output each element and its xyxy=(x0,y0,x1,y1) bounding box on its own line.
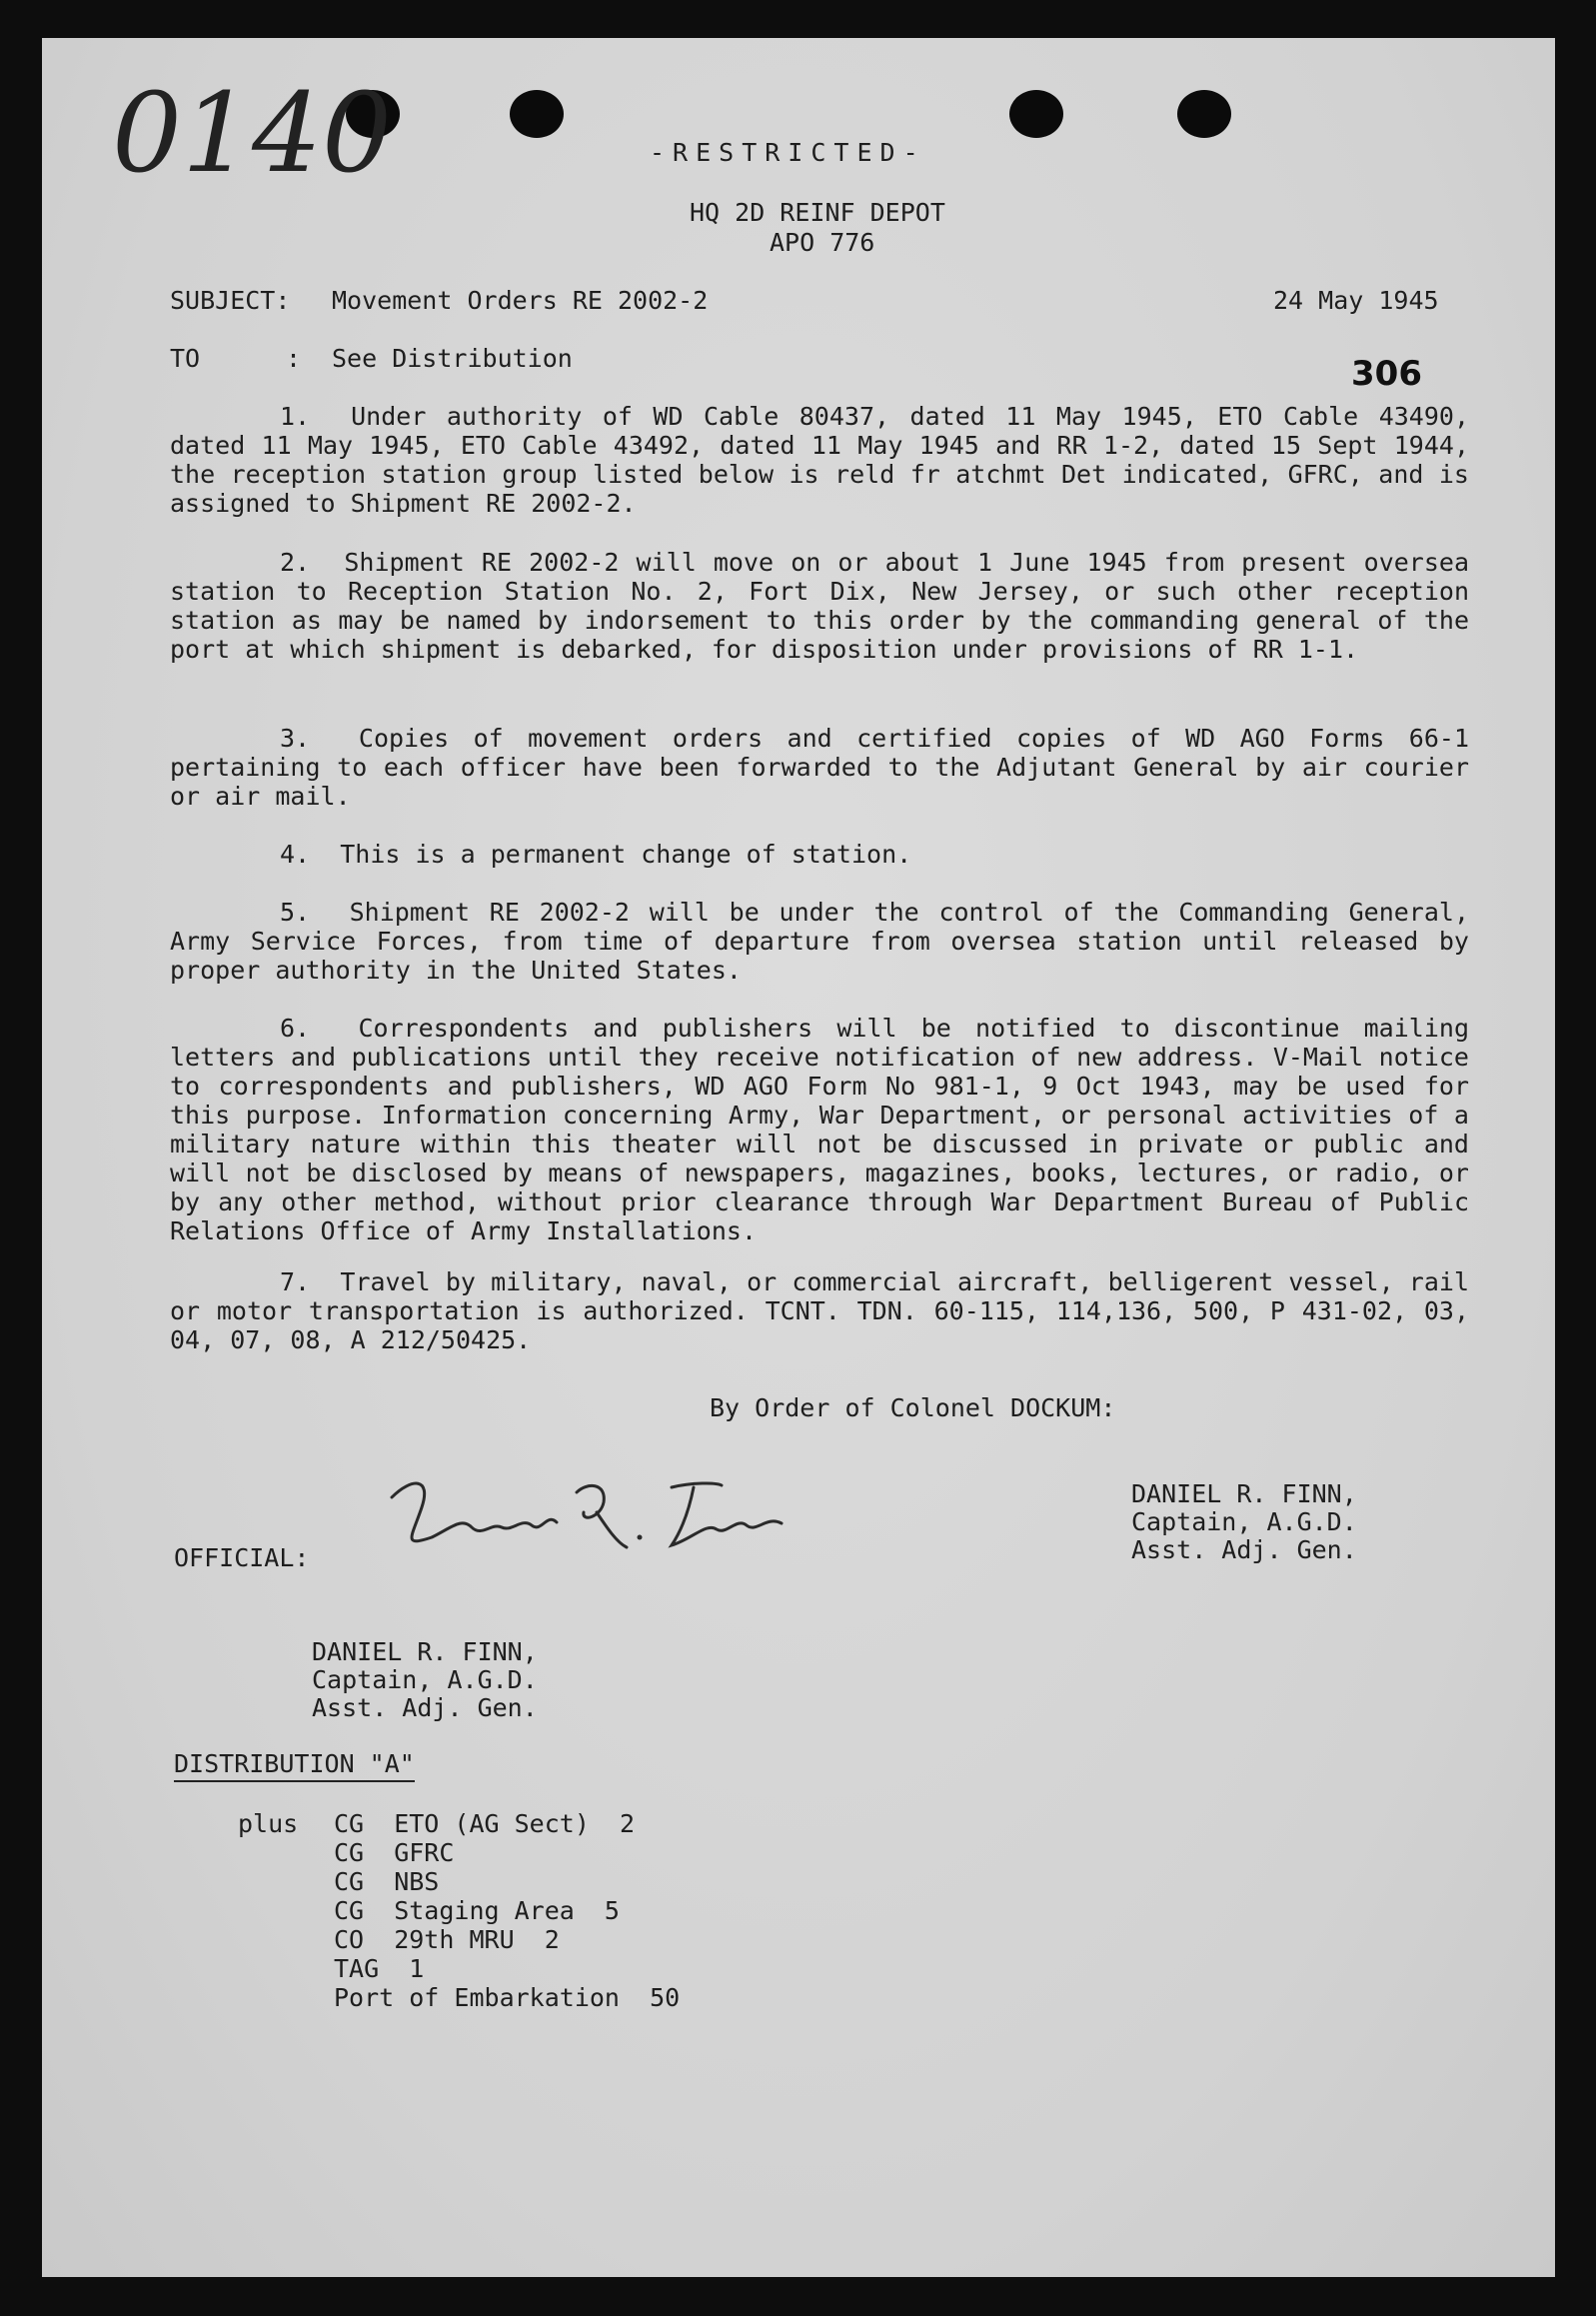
paragraph-text: Under authority of WD Cable 80437, dated 11 May 1945, ETO Cable 43490, dated 11 May 1945, ETO Cable 43492, dated 11 May 1945 and RR 1-2, dated 15 Sept 1944, the reception station group listed below is reld fr atchmt Det indicated, GFRC, and is assigned to Shipment RE 2002-2. xyxy=(170,402,1470,518)
distribution-row: CO 29th MRU 2 xyxy=(334,1925,560,1954)
handwritten-mark: 0140 xyxy=(112,69,392,197)
punch-hole xyxy=(1009,90,1063,138)
paragraph-1 xyxy=(170,402,1469,518)
paragraph-text: This is a permanent change of station. xyxy=(340,840,912,869)
paragraph-number: 5. xyxy=(280,898,311,927)
distribution-row: CG ETO (AG Sect) 2 xyxy=(334,1809,636,1838)
signature-block-right-title: Asst. Adj. Gen. xyxy=(1131,1535,1357,1564)
paragraph-text: Correspondents and publishers will be notified to discontinue mailing letters and publications until they receive notification of new address. V-Mail notice to correspondents and publishers, WD AGO Form No 981-1, 9 Oct 1943, may be used for this purpose. Information concerning Army, War Department, or personal activities of a military nature within this theater will not be discussed in private or public and will not be disclosed by means of newspapers, magazines, books, lectures, or radio, or by any other method, without prior clearance through War Department Bureau of Public Relations Office of Army Installations. xyxy=(170,1014,1469,1245)
header-line-2: APO 776 xyxy=(770,228,875,257)
distribution-row: CG GFRC xyxy=(334,1838,455,1867)
signature-block-right-rank: Captain, A.G.D. xyxy=(1131,1507,1357,1536)
signature-block-right-name: DANIEL R. FINN, xyxy=(1131,1479,1357,1508)
signature-block-left-rank: Captain, A.G.D. xyxy=(312,1665,538,1694)
page-number-stamp: 306 xyxy=(1351,354,1422,394)
paragraph-6 xyxy=(170,1014,1469,1245)
header-line-1: HQ 2D REINF DEPOT xyxy=(690,198,945,227)
to-label: TO xyxy=(170,344,201,373)
paragraph-text: Travel by military, naval, or commercial aircraft, belligerent vessel, rail or motor transportation is authorized. TCNT. TDN. 60-115, 114,136, 500, P 431-02, 03, 04, 07, 08, A 212/50425. xyxy=(170,1267,1469,1354)
paragraph-7 xyxy=(170,1267,1469,1354)
paragraph-2 xyxy=(170,548,1469,664)
paragraph-number: 1. xyxy=(280,402,311,431)
paragraph-number: 4. xyxy=(280,840,311,869)
signature-block-left-title: Asst. Adj. Gen. xyxy=(312,1693,538,1722)
paragraph-3 xyxy=(170,724,1469,811)
handwritten-signature xyxy=(372,1467,811,1567)
signature-block-left-name: DANIEL R. FINN, xyxy=(312,1637,538,1666)
subject-label: SUBJECT: xyxy=(170,286,291,315)
distribution-row: CG NBS xyxy=(334,1867,440,1896)
distribution-row: TAG 1 xyxy=(334,1954,425,1983)
paragraph-number: 2. xyxy=(280,548,311,577)
paragraph-4 xyxy=(170,840,1469,869)
paragraph-text: Copies of movement orders and certified copies of WD AGO Forms 66-1 pertaining to each officer have been forwarded to the Adjutant General by air courier or air mail. xyxy=(170,724,1470,811)
classification-marking: -RESTRICTED- xyxy=(650,138,926,167)
paragraph-number: 3. xyxy=(280,724,311,753)
paragraph-number: 7. xyxy=(280,1267,311,1296)
distribution-plus-label: plus xyxy=(238,1809,299,1838)
paragraph-text: Shipment RE 2002-2 will be under the control of the Commanding General, Army Service Forces, from time of departure from oversea station until released by proper authority in the United States. xyxy=(170,898,1469,985)
document-date: 24 May 1945 xyxy=(1273,286,1439,315)
paragraph-5 xyxy=(170,898,1469,985)
by-order-line: By Order of Colonel DOCKUM: xyxy=(710,1393,1116,1422)
document-page xyxy=(42,38,1555,2277)
punch-hole xyxy=(1177,90,1231,138)
subject-value: Movement Orders RE 2002-2 xyxy=(332,286,709,315)
punch-hole xyxy=(510,90,564,138)
paragraph-number: 6. xyxy=(280,1014,311,1043)
distribution-row: Port of Embarkation 50 xyxy=(334,1983,681,2012)
official-label: OFFICIAL: xyxy=(174,1543,310,1572)
to-separator: : xyxy=(286,344,302,373)
distribution-row: CG Staging Area 5 xyxy=(334,1896,620,1925)
to-value: See Distribution xyxy=(332,344,573,373)
paragraph-text: Shipment RE 2002-2 will move on or about 1 June 1945 from present oversea station to Reception Station No. 2, Fort Dix, New Jersey, or such other reception station as may be named by indorsement to this order by the commanding general of the port at which shipment is debarked, for disposition under provisions of RR 1-1. xyxy=(170,548,1469,664)
distribution-heading: DISTRIBUTION "A" xyxy=(174,1749,415,1782)
